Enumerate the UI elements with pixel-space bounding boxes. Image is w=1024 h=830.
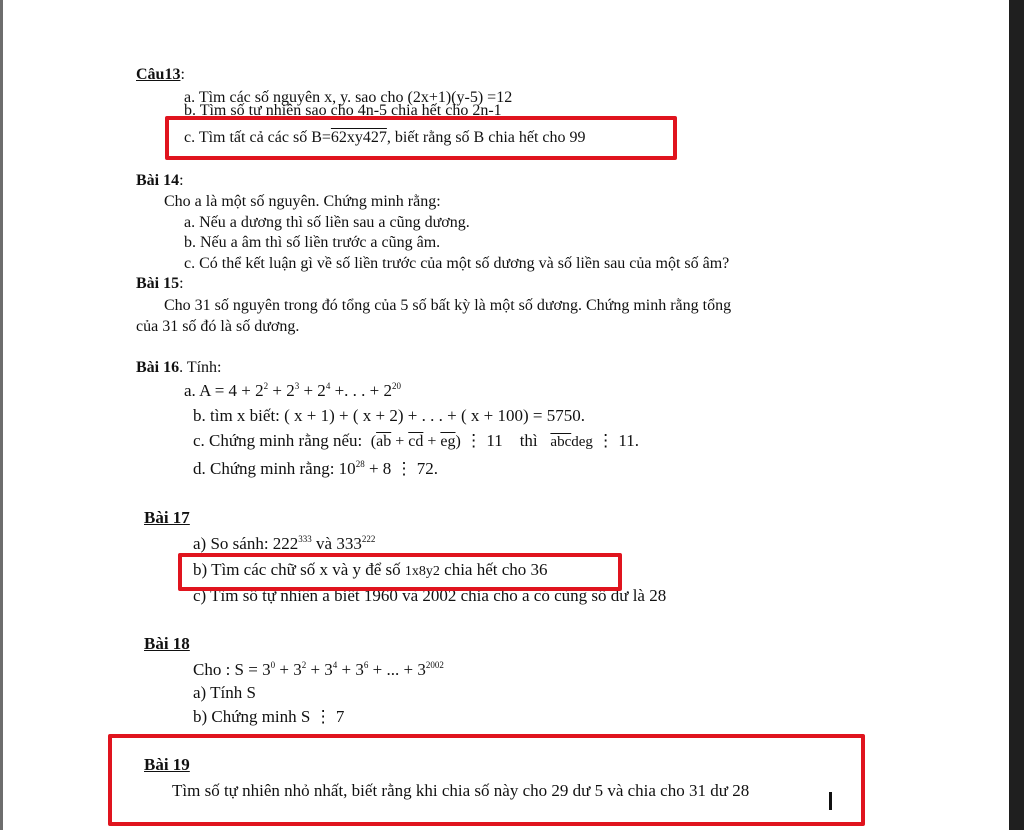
cau13-heading: Câu13 xyxy=(136,66,181,83)
bai16-item-c xyxy=(193,432,639,451)
bai17-heading: Bài 17 xyxy=(144,508,190,527)
bai17-a-exp2: 222 xyxy=(361,534,376,544)
bai16-c-abcdeg xyxy=(550,434,593,450)
bai16-c-abc: $\overline{abc}$ xyxy=(550,434,572,450)
bai16-a-mid1: + 2 xyxy=(268,381,295,400)
bai16-item-d xyxy=(193,460,438,478)
bai14-item-c: c. Có thể kết luận gì về số liền trước của một số dương và số liền sau của một số âm? xyxy=(184,255,730,272)
bai18-exp2: 4 xyxy=(332,660,338,670)
cau13-heading-suffix: : xyxy=(180,66,185,83)
bai16-c-eg: $\overline{eg}$ xyxy=(440,433,456,450)
bai17-item-c-partial xyxy=(193,586,753,609)
bai16-heading-suffix: . Tính: xyxy=(179,359,222,376)
bai16-a-exp4: 20 xyxy=(392,381,401,391)
window-right-edge xyxy=(1009,0,1024,830)
bai15-heading-suffix: : xyxy=(179,275,184,292)
bai14-item-b: b. Nếu a âm thì số liền trước a cũng âm. xyxy=(184,234,441,251)
bai15-heading: Bài 15 xyxy=(136,275,180,292)
bai18-p2: + 3 xyxy=(306,660,333,679)
cau13-c-prefix: c. Tìm tất cả các số B= xyxy=(184,129,331,146)
bai16-heading-line xyxy=(136,359,222,377)
bai14-heading-suffix: : xyxy=(179,172,184,189)
bai18-intro-prefix: Cho : S = 3 xyxy=(193,660,271,679)
bai15-line2: của 31 số đó là số dương. xyxy=(136,318,300,335)
bai14-heading: Bài 14 xyxy=(136,172,180,189)
window-left-edge xyxy=(0,0,3,830)
bai16-c-prefix: c. Chứng minh rằng nếu: xyxy=(193,431,363,450)
bai16-a-mid3: +. . . + 2 xyxy=(330,381,392,400)
bai16-c-deg: deg xyxy=(571,434,593,450)
bai17-item-a xyxy=(193,535,375,553)
bai16-c-ab: $\overline{ab}$ xyxy=(376,433,392,450)
bai14-intro: Cho a là một số nguyên. Chứng minh rằng: xyxy=(164,193,441,210)
bai16-heading: Bài 16 xyxy=(136,359,180,376)
bai18-item-b: b) Chứng minh S ⋮ 7 xyxy=(193,707,345,726)
bai16-a-exp3: 4 xyxy=(325,381,331,391)
bai16-d-suffix: + 8 ⋮ 72. xyxy=(364,459,439,478)
bai18-exp1: 2 xyxy=(301,660,307,670)
bai16-a-mid2: + 2 xyxy=(299,381,326,400)
highlight-box-cau13c xyxy=(165,116,677,160)
cau13-c-suffix: , biết rằng số B chia hết cho 99 xyxy=(386,129,586,146)
bai16-a-exp1: 2 xyxy=(263,381,269,391)
bai17-b-number: 1x8y2 xyxy=(404,564,440,579)
bai18-p3: + 3 xyxy=(337,660,364,679)
bai16-c-close: ) xyxy=(455,433,461,450)
bai16-c-plus2: + xyxy=(423,433,441,450)
highlight-box-bai19 xyxy=(108,734,865,826)
bai19-text: Tìm số tự nhiên nhỏ nhất, biết rằng khi chia số này cho 29 dư 5 và chia cho 31 dư 28 xyxy=(172,781,750,800)
bai15-line1: Cho 31 số nguyên trong đó tổng của 5 số bất kỳ là một số dương. Chứng minh rằng tổng xyxy=(164,297,732,314)
bai17-b-suffix: chia hết cho 36 xyxy=(439,560,548,579)
bai16-c-cd: $\overline{cd}$ xyxy=(408,433,424,450)
bai18-exp4: 2002 xyxy=(425,660,444,670)
bai16-d-prefix: d. Chứng minh rằng: 10 xyxy=(193,459,356,478)
cau13-c-number: 62xy427 xyxy=(330,129,387,146)
cau13-item-b-text: b. Tìm số tự nhiên sao cho 4n-5 chia hết cho 2n-1 xyxy=(184,102,502,119)
bai17-a-mid: và 333 xyxy=(311,534,362,553)
bai16-a-prefix: a. A = 4 + 2 xyxy=(184,381,264,400)
bai19-heading: Bài 19 xyxy=(144,755,190,774)
bai16-c-open: ( xyxy=(370,433,377,450)
bai18-exp0: 0 xyxy=(270,660,276,670)
cau13-item-a: a. Tìm các số nguyên x, y. sao cho (2x+1)(y-5) =12 xyxy=(184,89,513,106)
bai16-c-end: ⋮ 11. xyxy=(592,431,640,450)
bai18-p1: + 3 xyxy=(275,660,302,679)
bai16-item-a xyxy=(184,382,401,400)
bai16-item-b: b. tìm x biết: ( x + 1) + ( x + 2) + . . . + ( x + 100) = 5750. xyxy=(193,406,585,425)
bai17-item-c-text: c) Tìm số tự nhiên a biết 1960 và 2002 chia cho a có cùng số dư là 28 xyxy=(193,586,667,605)
cau13-heading-line xyxy=(136,66,185,84)
bai16-c-plus1: + xyxy=(391,433,409,450)
bai16-a-exp2: 3 xyxy=(294,381,300,391)
bai15-heading-line xyxy=(136,275,184,293)
bai18-exp3: 6 xyxy=(363,660,369,670)
bai17-heading-line xyxy=(144,509,190,527)
bai18-intro xyxy=(193,661,444,679)
bai17-b-prefix: b) Tìm các chữ số x và y để số xyxy=(193,560,405,579)
highlight-box-bai17b xyxy=(178,553,622,591)
bai18-p4: + ... + 3 xyxy=(368,660,426,679)
bai18-item-a: a) Tính S xyxy=(193,683,256,702)
bai16-c-then: thì xyxy=(519,431,538,450)
bai16-d-exp: 28 xyxy=(355,459,365,469)
bai16-c-expr xyxy=(371,433,461,450)
bai14-heading-line xyxy=(136,172,184,190)
bai14-item-a: a. Nếu a dương thì số liền sau a cũng dương. xyxy=(184,214,470,231)
bai18-heading-line xyxy=(144,635,190,653)
bai17-a-exp1: 333 xyxy=(298,534,312,544)
bai17-a-prefix: a) So sánh: 222 xyxy=(193,534,299,553)
bai16-c-div: ⋮ 11 xyxy=(460,431,503,450)
bai18-heading: Bài 18 xyxy=(144,634,190,653)
